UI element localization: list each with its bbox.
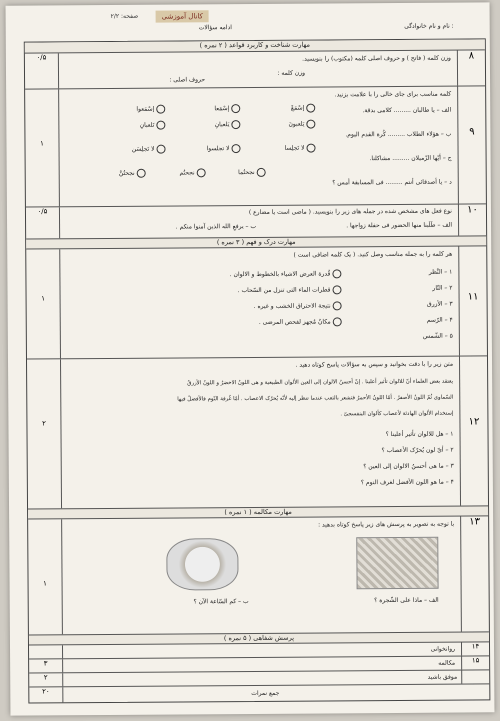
question-number: ۱۰ — [458, 204, 486, 235]
q11-intro: هر کلمه را به جمله مناسب وصل کنید. ( یک کلمه اضافی است ) — [293, 250, 453, 259]
exam-paper — [6, 2, 495, 715]
q9-option[interactable]: نجحتُم — [179, 168, 205, 177]
oral-number: ۱۴ — [461, 642, 489, 655]
question-number: ۹ — [457, 86, 486, 203]
section-oral: پرسش شفاهی ( ۵ نمره ) — [29, 631, 489, 644]
radio-circle[interactable] — [332, 285, 341, 294]
q12-passage-line: السّماوی ثُمّ اللونُ الأصفرُ . أمّا اللونُ الأحمرُ فتشعر بالتعب عندما تنظر إلیه لأنّه یُحرّک الاعصاب . أمّا غُرفة النّوم فالأفضلُ فیها — [177, 394, 454, 403]
q12-question: ۴ – ما هو اللون الأفضل لغرف النوم ؟ — [360, 478, 454, 487]
q11-word: ۵ – الشّمس — [422, 332, 453, 340]
q8-wazn: وزن کلمه : — [277, 69, 306, 77]
q9-option[interactable]: لا تجلسوا — [207, 144, 241, 153]
page-number: صفحه: ۲/۲ — [110, 12, 139, 20]
q12-passage-line: یعتقد بعض العلماء أنّ للالوان تأثیر أعلینا . إنّ أحسنُ الالوان إلی العین الألوان الطبیعیة و هی اللونُ الاخضرُ و اللونُ الأزرقُ — [187, 378, 454, 387]
radio-circle[interactable] — [156, 105, 165, 114]
q13-b: ب – کم السّاعة الآن ؟ — [193, 598, 249, 606]
q9-option[interactable]: لا تَجلِسَن — [132, 145, 166, 154]
radio-circle[interactable] — [231, 104, 240, 113]
q10-a: الف – طَلَبنا منها الحضور فی حفلة زواجها . — [346, 221, 453, 230]
radio-circle[interactable] — [306, 104, 315, 113]
tree-image — [356, 537, 438, 590]
q9-line-c: ج – أیّها الزّمیلان ......... مشاکلنا. — [369, 154, 452, 163]
radio-circle[interactable] — [333, 301, 342, 310]
q8-text: وزن کلمه ( فاتح ) و حروف اصلی کلمه (مکتوب) را بنویسید. — [302, 54, 451, 63]
q11-def[interactable]: نتیجة الاحتراق الخشب و غیره . — [254, 301, 342, 311]
total-label: جمع نمرات — [251, 689, 280, 697]
q11-word: ۴ – الرّسم — [426, 316, 453, 324]
question-score: ۰/۵ — [25, 53, 59, 88]
question-11 — [26, 245, 487, 358]
question-number: ۱۳ — [460, 516, 489, 631]
total-score: ۲۰ — [29, 687, 63, 702]
question-number: ۱۲ — [459, 356, 488, 505]
radio-circle[interactable] — [257, 168, 266, 177]
q12-question: ۱ – هل للالوان تأثیر أعلینا ؟ — [385, 430, 454, 439]
q11-word: ۳ – الأزرق — [427, 300, 453, 308]
q9-option[interactable]: تَلعبانِ — [140, 121, 166, 130]
q13-intro: با توجه به تصویر به پرسش های زیر پاسخ کوتاه بدهید : — [318, 520, 455, 529]
radio-circle[interactable] — [332, 269, 341, 278]
q9-option[interactable]: إسْمَعا — [214, 104, 240, 113]
q11-def[interactable]: قُدرة العرض الاشیاء بالخطوط و الالوان . — [230, 269, 342, 279]
q9-line-d: د – یا أصدقائی أنتم ......... فی المسابقة أمس ؟ — [332, 178, 452, 187]
total-row — [29, 683, 489, 702]
q9-option[interactable]: لا تَجلِسا — [284, 144, 315, 153]
section-conversation: مهارت مکالمه ( ۱ نمره ) — [28, 505, 488, 518]
radio-circle[interactable] — [231, 144, 240, 153]
question-score: ۱ — [26, 249, 61, 358]
q11-def[interactable]: مکانٌ مُجهز لفحص المرضی . — [259, 317, 342, 327]
question-8 — [25, 49, 485, 88]
q13-a: الف – ماذا علی الشّجرة ؟ — [374, 596, 439, 605]
question-10 — [26, 203, 486, 238]
q12-question: ۲ – أیّ لون یُحرّک الأعصاب ؟ — [381, 446, 454, 455]
q10-intro: نوع فعل های مشخص شده در جمله های زیر را بنویسید. ( ماضی است یا مضارع ) — [248, 207, 452, 217]
exam-header — [24, 23, 464, 38]
exam-table — [24, 38, 491, 703]
q9-line-a: الف – یا طالبان ......... کلامی بدقة. — [362, 106, 452, 115]
oral-label: مکالمه — [438, 659, 456, 667]
clock-image — [166, 538, 238, 591]
oral-score: ۲ — [29, 673, 63, 686]
question-13 — [28, 515, 489, 634]
q9-option[interactable]: إسْمَعْ — [291, 104, 315, 113]
q9-intro: کلمه مناسب برای جای خالی را با علامت بزنید. — [334, 90, 452, 99]
radio-circle[interactable] — [306, 120, 315, 129]
question-score: ۱ — [28, 519, 63, 634]
section-grammar: مهارت شناخت و کاربرد قواعد ( ۲ نمره ) — [25, 39, 485, 52]
question-9 — [25, 85, 486, 206]
oral-score — [29, 645, 63, 658]
oral-score: ۳ — [29, 659, 63, 672]
radio-circle[interactable] — [156, 121, 165, 130]
q9-option[interactable]: إسْمَعوا — [136, 105, 165, 114]
question-number: ۱۱ — [458, 246, 487, 355]
question-number: ۸ — [457, 50, 485, 85]
good-luck-text: موفق باشید — [427, 673, 458, 681]
q9-option[interactable]: یَلعبانِ — [215, 120, 241, 129]
q9-option[interactable]: یَلعبونَ — [288, 120, 315, 129]
q11-word: ۲ – التّار — [432, 284, 453, 292]
q9-option[interactable]: نجحتُما — [238, 168, 266, 177]
name-label: نام و نام خانوادگی : — [404, 22, 454, 30]
question-score: ۲ — [27, 359, 62, 508]
q8-huruf: حروف اصلی : — [169, 76, 206, 84]
q10-b: ب – یرفعِ الله الذین آمنوا منکم . — [175, 222, 257, 231]
radio-circle[interactable] — [157, 145, 166, 154]
oral-label: روانخوانی — [430, 645, 456, 653]
q9-line-b: ب – هؤلاء الطلاب ......... کُرة القدم الیوم. — [345, 130, 452, 139]
question-12 — [27, 355, 488, 508]
question-score: ۱ — [25, 89, 60, 206]
radio-circle[interactable] — [137, 169, 146, 178]
q12-question: ۳ – ما هی أحسنُ الالوان إلی العین ؟ — [363, 462, 454, 471]
q12-passage-line: إستخدام الألوان الهادئة لأعصاب کألوان البنفسجیّ . — [340, 410, 454, 418]
q11-def[interactable]: قطرات الماء التی تنزل من السّحاب . — [238, 285, 342, 295]
q9-option[interactable]: نجحتُنَّ — [119, 169, 146, 178]
radio-circle[interactable] — [306, 144, 315, 153]
section-comprehension: مهارت درک و فهم ( ۳ نمره ) — [26, 235, 486, 248]
radio-circle[interactable] — [333, 317, 342, 326]
oral-number — [461, 670, 489, 683]
stamp: کانال آموزشی — [156, 10, 209, 22]
question-score: ۰/۵ — [26, 207, 60, 238]
continued-label: ادامه سؤالات — [198, 24, 232, 32]
radio-circle[interactable] — [231, 120, 240, 129]
radio-circle[interactable] — [197, 168, 206, 177]
q12-intro: متن زیر را با دقت بخوانید و سپس به سؤالات پاسخ کوتاه دهید . — [295, 360, 454, 369]
q11-word: ۱ – النَّظر — [428, 268, 453, 276]
oral-number: ۱۵ — [461, 656, 489, 669]
